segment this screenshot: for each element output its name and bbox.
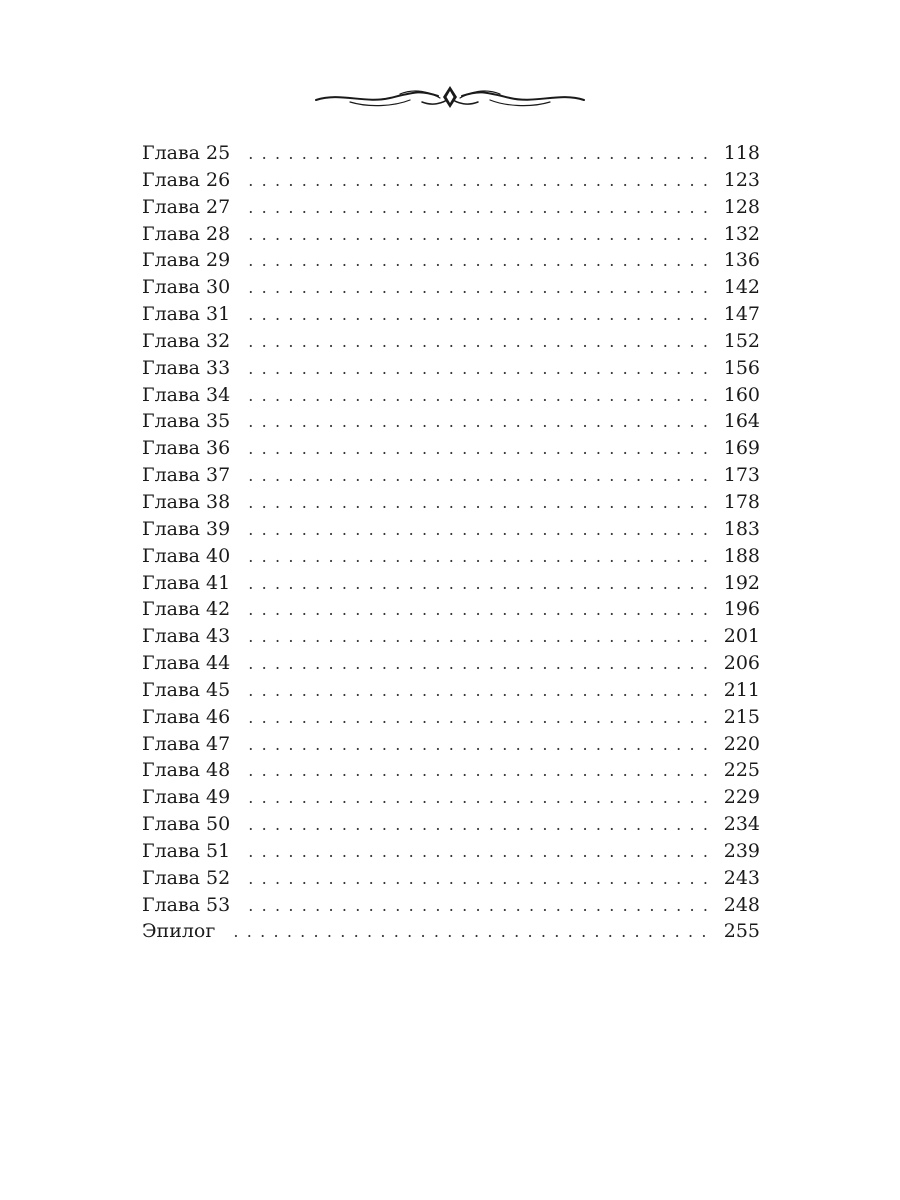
toc-entry-title: Глава 32 xyxy=(142,329,231,352)
toc-entry-title: Глава 36 xyxy=(142,437,231,460)
toc-entry-page-number: 215 xyxy=(723,705,760,728)
toc-entry xyxy=(142,784,760,811)
toc-entry xyxy=(142,918,760,945)
toc-entry-title: Глава 53 xyxy=(142,893,231,916)
toc-entry-page-number: 255 xyxy=(723,920,760,943)
toc-entry-page-number: 248 xyxy=(723,893,760,916)
toc-entry-page-number: 183 xyxy=(723,517,760,540)
toc-entry xyxy=(142,140,760,167)
toc-entry-title: Глава 51 xyxy=(142,839,231,862)
toc-entry-title: Глава 50 xyxy=(142,813,231,836)
toc-entry-page-number: 173 xyxy=(723,464,760,487)
toc-dot-leader xyxy=(248,275,712,302)
toc-dot-leader xyxy=(248,168,712,195)
toc-entry-title: Глава 30 xyxy=(142,276,231,299)
toc-entry-title: Глава 37 xyxy=(142,464,231,487)
toc-entry xyxy=(142,167,760,194)
toc-entry-title: Глава 44 xyxy=(142,652,231,675)
toc-entry xyxy=(142,650,760,677)
toc-entry xyxy=(142,811,760,838)
toc-dot-leader xyxy=(248,195,712,222)
toc-entry-page-number: 118 xyxy=(723,142,760,164)
toc-dot-leader xyxy=(248,544,712,571)
toc-dot-leader xyxy=(248,302,712,329)
toc-entry-title: Глава 49 xyxy=(142,786,231,809)
toc-entry-title: Глава 25 xyxy=(142,142,231,164)
toc-entry-page-number: 178 xyxy=(723,490,760,513)
toc-entry-page-number: 132 xyxy=(723,222,760,245)
toc-entry xyxy=(142,489,760,516)
toc-dot-leader xyxy=(248,490,712,517)
toc-entry-title: Глава 41 xyxy=(142,571,231,594)
toc-entry xyxy=(142,516,760,543)
toc-entry-title: Глава 27 xyxy=(142,195,231,218)
toc-entry-page-number: 229 xyxy=(723,786,760,809)
toc-entry xyxy=(142,596,760,623)
toc-entry xyxy=(142,623,760,650)
toc-entry xyxy=(142,221,760,248)
toc-dot-leader xyxy=(248,222,712,249)
toc-dot-leader xyxy=(248,705,712,732)
toc-entry-page-number: 164 xyxy=(723,410,760,433)
toc-entry-title: Глава 52 xyxy=(142,866,231,889)
toc-entry-title: Глава 47 xyxy=(142,732,231,755)
toc-entry-page-number: 211 xyxy=(723,678,760,701)
toc-entry xyxy=(142,301,760,328)
toc-entry-page-number: 220 xyxy=(723,732,760,755)
toc-entry xyxy=(142,543,760,570)
toc-entry xyxy=(142,838,760,865)
toc-entry-title: Глава 46 xyxy=(142,705,231,728)
toc-entry-page-number: 225 xyxy=(723,759,760,782)
toc-entry xyxy=(142,757,760,784)
toc-entry-page-number: 136 xyxy=(723,249,760,272)
toc-dot-leader xyxy=(248,383,712,410)
toc-entry-title: Глава 38 xyxy=(142,490,231,513)
toc-entry-title: Глава 34 xyxy=(142,383,231,406)
toc-dot-leader xyxy=(248,732,712,759)
toc-entry-title: Глава 40 xyxy=(142,544,231,567)
toc-entry-page-number: 192 xyxy=(723,571,760,594)
toc-entry-title: Глава 33 xyxy=(142,356,231,379)
toc-dot-leader xyxy=(248,597,712,624)
toc-entry-page-number: 123 xyxy=(723,168,760,191)
toc-entry-page-number: 239 xyxy=(723,839,760,862)
toc-dot-leader xyxy=(248,785,712,812)
table-of-contents xyxy=(142,140,760,945)
toc-entry-title: Глава 35 xyxy=(142,410,231,433)
flourish-divider-icon xyxy=(310,80,590,116)
toc-entry-page-number: 234 xyxy=(723,813,760,836)
toc-dot-leader xyxy=(248,893,712,920)
toc-dot-leader xyxy=(248,651,712,678)
toc-dot-leader xyxy=(248,463,712,490)
toc-entry-page-number: 206 xyxy=(723,652,760,675)
toc-dot-leader xyxy=(233,919,711,946)
toc-dot-leader xyxy=(248,141,712,168)
toc-entry-title: Глава 26 xyxy=(142,168,231,191)
toc-dot-leader xyxy=(248,758,712,785)
toc-dot-leader xyxy=(248,624,712,651)
toc-entry-title: Глава 45 xyxy=(142,678,231,701)
toc-entry xyxy=(142,274,760,301)
toc-entry xyxy=(142,677,760,704)
toc-dot-leader xyxy=(248,329,712,356)
toc-entry-title: Глава 31 xyxy=(142,303,231,326)
toc-entry-title: Глава 28 xyxy=(142,222,231,245)
toc-entry-page-number: 152 xyxy=(723,329,760,352)
toc-entry-page-number: 196 xyxy=(723,598,760,621)
toc-dot-leader xyxy=(248,812,712,839)
toc-entry xyxy=(142,355,760,382)
toc-entry xyxy=(142,435,760,462)
toc-entry xyxy=(142,731,760,758)
toc-dot-leader xyxy=(248,517,712,544)
toc-entry xyxy=(142,462,760,489)
toc-entry-page-number: 169 xyxy=(723,437,760,460)
toc-dot-leader xyxy=(248,866,712,893)
toc-dot-leader xyxy=(248,678,712,705)
toc-entry xyxy=(142,382,760,409)
toc-dot-leader xyxy=(248,571,712,598)
toc-entry-page-number: 156 xyxy=(723,356,760,379)
toc-entry xyxy=(142,704,760,731)
toc-dot-leader xyxy=(248,409,712,436)
toc-entry-title: Глава 43 xyxy=(142,625,231,648)
toc-entry-page-number: 188 xyxy=(723,544,760,567)
toc-entry-title: Глава 48 xyxy=(142,759,231,782)
toc-entry xyxy=(142,247,760,274)
toc-entry-page-number: 160 xyxy=(723,383,760,406)
toc-entry-page-number: 243 xyxy=(723,866,760,889)
toc-entry xyxy=(142,865,760,892)
toc-dot-leader xyxy=(248,356,712,383)
toc-entry xyxy=(142,328,760,355)
toc-dot-leader xyxy=(248,248,712,275)
toc-dot-leader xyxy=(248,436,712,463)
toc-entry-page-number: 142 xyxy=(723,276,760,299)
toc-entry-page-number: 147 xyxy=(723,303,760,326)
toc-entry-title: Глава 42 xyxy=(142,598,231,621)
toc-entry xyxy=(142,892,760,919)
toc-dot-leader xyxy=(248,839,712,866)
toc-entry-title: Глава 29 xyxy=(142,249,231,272)
toc-entry-page-number: 128 xyxy=(723,195,760,218)
toc-entry-title: Эпилог xyxy=(142,920,216,943)
toc-entry xyxy=(142,194,760,221)
toc-entry-page-number: 201 xyxy=(723,625,760,648)
toc-entry xyxy=(142,570,760,597)
toc-entry-title: Глава 39 xyxy=(142,517,231,540)
toc-entry xyxy=(142,408,760,435)
